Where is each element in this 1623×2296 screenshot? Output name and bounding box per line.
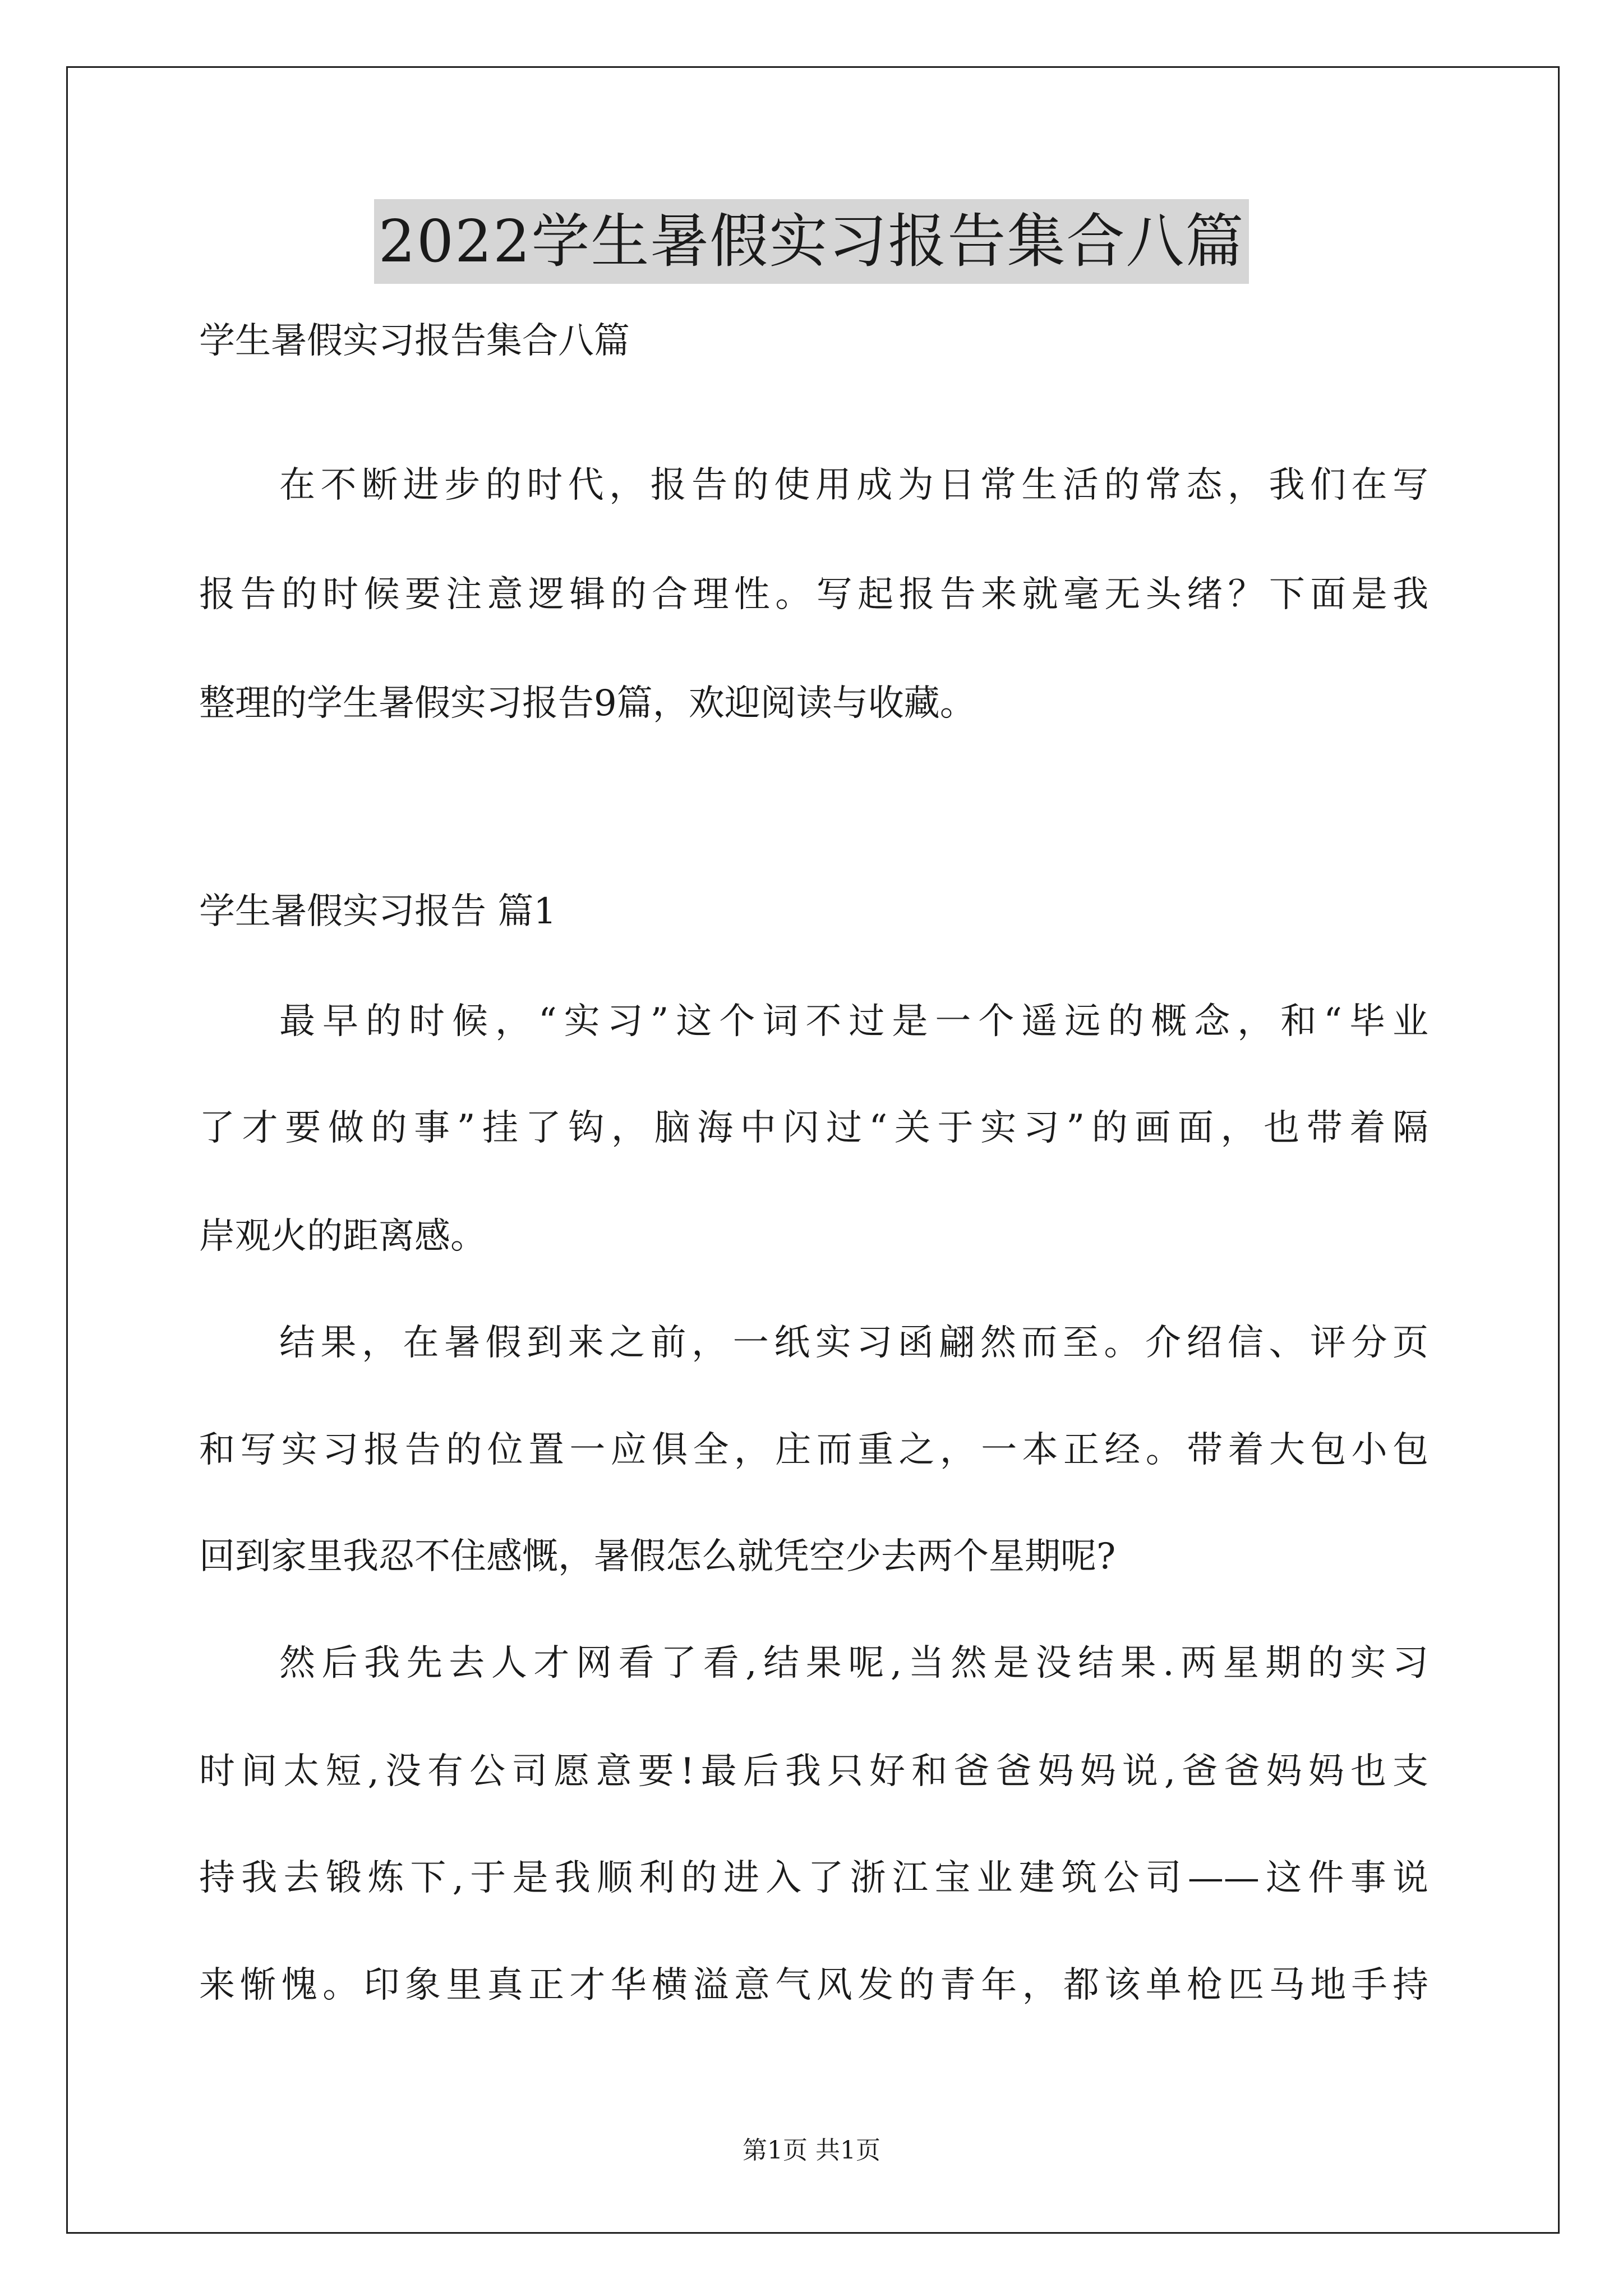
document-subtitle: 学生暑假实习报告集合八篇 [199, 320, 630, 362]
paragraph-line: 和写实习报告的位置一应俱全，庄而重之，一本正经。带着大包小包 [199, 1429, 1428, 1471]
paragraph-line: 了才要做的事”挂了钩，脑海中闪过“关于实习”的画面，也带着隔 [199, 1107, 1428, 1149]
paragraph-line: 持我去锻炼下,于是我顺利的进入了浙江宝业建筑公司——这件事说 [199, 1857, 1428, 1899]
intro-line: 在不断进步的时代，报告的使用成为日常生活的常态，我们在写 [279, 464, 1428, 506]
paragraph-line: 时间太短,没有公司愿意要!最后我只好和爸爸妈妈说,爸爸妈妈也支 [199, 1751, 1428, 1792]
page-number-footer: 第1页 共1页 [743, 2136, 880, 2165]
intro-line: 报告的时候要注意逻辑的合理性。写起报告来就毫无头绪？下面是我 [199, 574, 1428, 615]
paragraph-line: 然后我先去人才网看了看,结果呢,当然是没结果.两星期的实习 [279, 1642, 1428, 1684]
paragraph-line: 岸观火的距离感。 [199, 1216, 486, 1257]
section-heading: 学生暑假实习报告 篇1 [199, 891, 557, 932]
intro-line: 整理的学生暑假实习报告9篇，欢迎阅读与收藏。 [199, 683, 976, 724]
paragraph-line: 回到家里我忍不住感慨，暑假怎么就凭空少去两个星期呢? [199, 1536, 1116, 1577]
document-title: 2022学生暑假实习报告集合八篇 [374, 199, 1249, 284]
document-title-block [0, 199, 1623, 284]
paragraph-line: 来惭愧。印象里真正才华横溢意气风发的青年，都该单枪匹马地手持 [199, 1964, 1428, 2006]
paragraph-line: 最早的时候，“实习”这个词不过是一个遥远的概念，和“毕业 [279, 1001, 1428, 1042]
paragraph-line: 结果，在暑假到来之前，一纸实习函翩然而至。介绍信、评分页 [279, 1322, 1428, 1364]
